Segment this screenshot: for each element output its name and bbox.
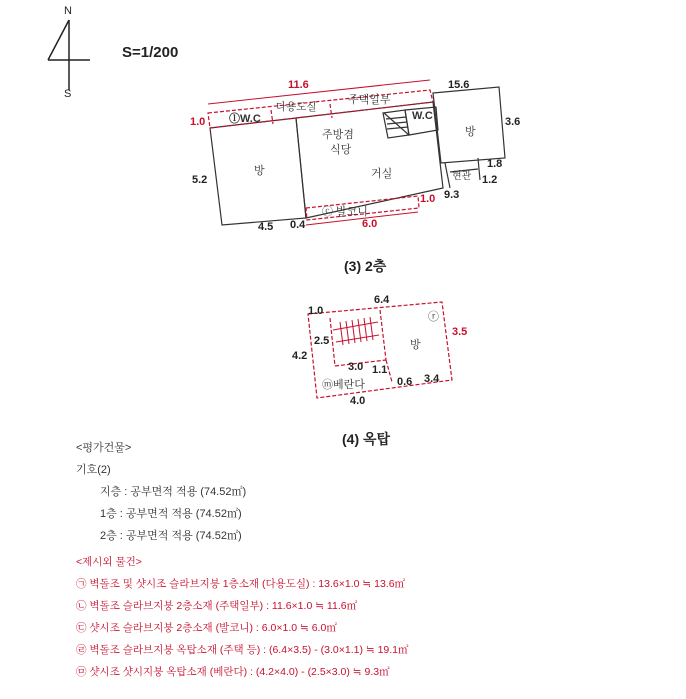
legend-title: <평가건물> xyxy=(76,442,132,454)
roof-dim-top: 6.4 xyxy=(374,294,390,306)
dim-right-small: 1.8 xyxy=(487,158,503,170)
legend-row: 1층 : 공부면적 적용 (74.52㎡) xyxy=(100,508,242,520)
label-jutaek: 주택일부 xyxy=(348,94,391,106)
roof-dim-bottom-right: 3.4 xyxy=(424,373,440,385)
label-kitchen: 주방겸 xyxy=(322,129,354,141)
roof-dim-bottom-gap: 0.6 xyxy=(397,376,413,388)
compass-south: S xyxy=(64,88,72,100)
label-wc-red: ⓛW.C xyxy=(229,113,261,125)
dim-bottom-gap: 0.4 xyxy=(290,219,306,231)
dim-balcony-side: 1.0 xyxy=(420,193,436,205)
exclusion-row: ㉡ 벽돌조 슬라브지붕 2층소재 (주택일부) : 11.6×1.0 ≒ 11.6㎡ xyxy=(76,600,358,612)
label-wc: W.C xyxy=(412,110,433,122)
floor2-caption: (3) 2층 xyxy=(344,258,387,274)
dim-left: 5.2 xyxy=(192,174,208,186)
dim-top-right: 15.6 xyxy=(448,79,470,91)
dim-top-red: 11.6 xyxy=(288,79,309,91)
roof-label-veranda: ⓜ베란다 xyxy=(322,379,365,391)
legend-code: 기호(2) xyxy=(76,464,111,476)
exclusion-row: ㉤ 샷시조 샷시지붕 옥탑소재 (베란다) : (4.2×4.0) - (2.5×3.0) ≒ 9.3㎡ xyxy=(76,666,390,678)
dim-bottom-right: 9.3 xyxy=(444,189,460,201)
label-balcony: ⓒ 발코니 xyxy=(322,206,368,218)
label-entry: 현관 xyxy=(452,171,472,182)
rooftop-caption: (4) 옥탑 xyxy=(342,431,391,447)
exclusion-row: ㉠ 벽돌조 및 샷시조 슬라브지붕 1층소재 (다용도실) : 13.6×1.0 ≒ 13.6㎡ xyxy=(76,578,406,590)
legend-row: 지층 : 공부면적 적용 (74.52㎡) xyxy=(100,486,247,498)
dim-left-red: 1.0 xyxy=(190,116,206,128)
roof-label-circle: ⓡ xyxy=(428,311,439,323)
north-arrow-icon xyxy=(48,20,90,90)
dim-right: 3.6 xyxy=(505,116,521,128)
roof-dim-bottom: 4.0 xyxy=(350,395,366,407)
dim-entry: 1.2 xyxy=(482,174,498,186)
dim-bottom-red: 6.0 xyxy=(362,218,378,230)
label-tagyong: 다용도실 xyxy=(276,101,317,113)
roof-dim-inner-bottom: 3.0 xyxy=(348,361,364,373)
exclusion-row: ㉢ 샷시조 슬라브지붕 2층소재 (발코니) : 6.0×1.0 ≒ 6.0㎡ xyxy=(76,622,337,634)
exclusion-row: ㉣ 벽돌조 슬라브지붕 옥탑소재 (주택 등) : (6.4×3.5) - (3.0×1.1) ≒ 19.1㎡ xyxy=(76,644,409,656)
roof-dim-left-inner: 2.5 xyxy=(314,335,330,347)
label-living: 거실 xyxy=(371,168,393,180)
roof-dim-inner-small: 1.1 xyxy=(372,364,388,376)
label-room-left: 방 xyxy=(254,165,265,177)
floor2-top-dimension-line xyxy=(208,80,430,104)
roof-dim-top-left: 1.0 xyxy=(308,305,324,317)
dim-bottom-left: 4.5 xyxy=(258,221,274,233)
exclusions-title: <제시외 물건> xyxy=(76,556,142,568)
scale-label: S=1/200 xyxy=(122,44,179,61)
roof-label-room: 방 xyxy=(410,339,421,351)
rooftop-stairs xyxy=(333,317,379,345)
legend-row: 2층 : 공부면적 적용 (74.52㎡) xyxy=(100,530,242,542)
roof-dim-left-outer: 4.2 xyxy=(292,350,308,362)
label-kitchen2: 식당 xyxy=(330,144,352,156)
label-room-right: 방 xyxy=(465,126,476,138)
roof-dim-right: 3.5 xyxy=(452,326,468,338)
compass-north: N xyxy=(64,5,72,17)
